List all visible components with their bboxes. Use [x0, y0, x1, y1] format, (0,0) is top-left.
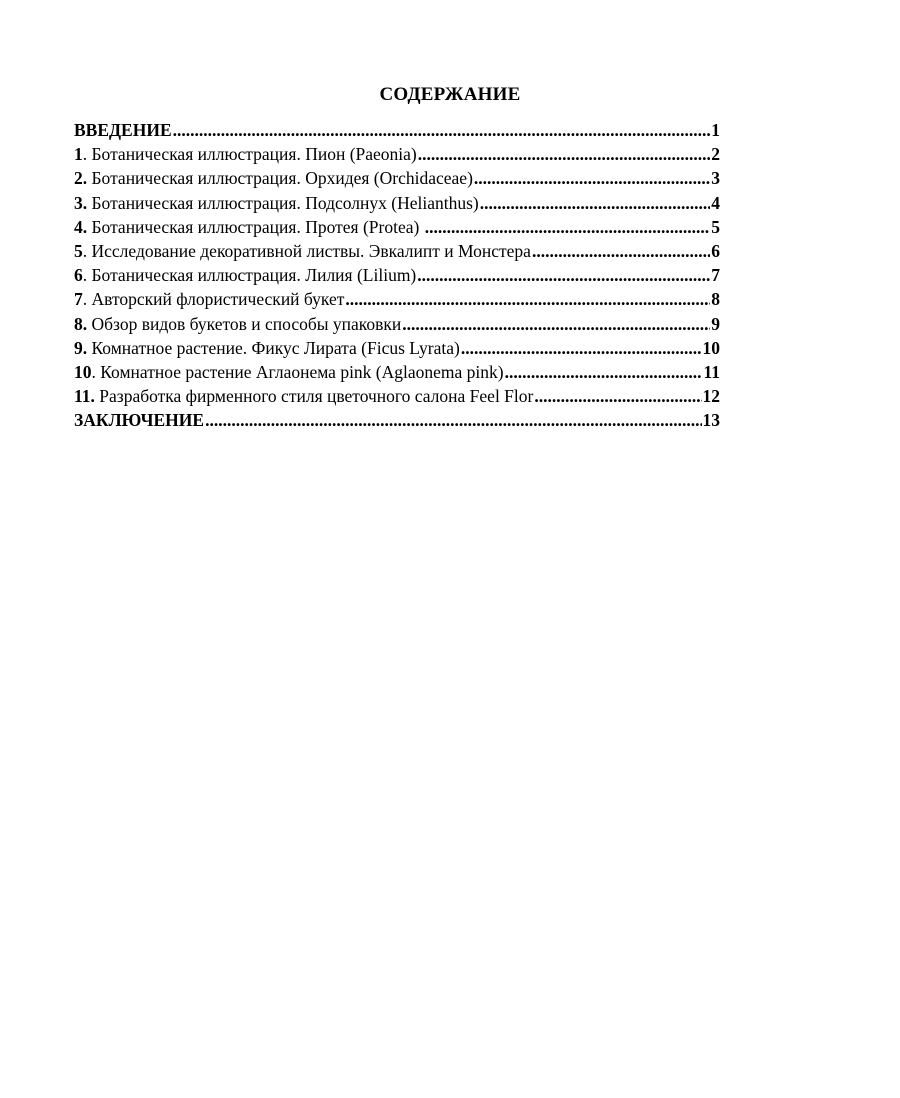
toc-entry-label: Исследование декоративной листвы. Эвкалипт и Монстера — [91, 240, 531, 261]
toc-page-number: 11 — [703, 361, 720, 382]
toc-leader-dots — [474, 166, 710, 190]
toc-entry-label: Авторский флористический букет — [91, 289, 345, 310]
toc-leader-dots — [532, 239, 710, 263]
toc-entry-heading — [74, 263, 416, 287]
toc-page-number: 2 — [711, 144, 720, 165]
toc-page-number: 5 — [711, 216, 720, 237]
toc-leader-dots — [480, 191, 711, 215]
toc-entry — [74, 408, 720, 432]
toc-page-number: 1 — [711, 120, 720, 140]
toc-entry-separator: . — [82, 240, 92, 261]
toc-entry-heading — [74, 408, 204, 432]
toc-entry-separator: . — [82, 265, 92, 286]
toc-entry-separator: . — [82, 289, 92, 310]
toc-entry-number: 3. — [74, 192, 88, 213]
toc-entry-heading — [74, 239, 531, 263]
toc-entry-separator: . — [91, 361, 101, 382]
toc-page-number: 8 — [711, 289, 720, 310]
table-of-contents — [74, 118, 720, 432]
toc-entry — [74, 360, 720, 384]
toc-entry — [74, 166, 720, 190]
toc-entry-number: 6 — [74, 265, 83, 286]
toc-entry — [74, 336, 720, 360]
toc-entry-label: ЗАКЛЮЧЕНИЕ — [74, 410, 205, 431]
toc-page-number: 10 — [702, 337, 720, 358]
page-title: СОДЕРЖАНИЕ — [379, 84, 521, 105]
toc-entry-label: Ботаническая иллюстрация. Протея (Protea) — [91, 216, 424, 237]
toc-page-number: 3 — [711, 168, 720, 189]
toc-entry-number: 11. — [74, 386, 95, 407]
toc-leader-dots — [505, 360, 703, 384]
toc-page-number: 13 — [702, 410, 720, 431]
toc-entry-number: 8. — [74, 313, 88, 334]
toc-entry-heading — [74, 118, 172, 142]
toc-leader-dots — [345, 287, 710, 311]
toc-page-number: 6 — [711, 240, 720, 261]
toc-leader-dots — [402, 312, 710, 336]
toc-leader-dots — [205, 408, 701, 432]
toc-page-number: 4 — [711, 192, 720, 213]
toc-entry — [74, 312, 720, 336]
toc-entry-heading — [74, 287, 344, 311]
toc-leader-dots — [534, 384, 701, 408]
toc-entry-label: Комнатное растение Аглаонема pink (Aglaonema pink) — [100, 361, 504, 382]
toc-leader-dots — [417, 263, 710, 287]
toc-leader-dots — [461, 336, 702, 360]
toc-entry-number: 4. — [74, 216, 88, 237]
toc-entry — [74, 239, 720, 263]
toc-entry — [74, 384, 720, 408]
toc-leader-dots — [418, 142, 710, 166]
toc-entry-number: 7 — [74, 289, 83, 310]
toc-entry-label: Ботаническая иллюстрация. Орхидея (Orchidaceae) — [91, 168, 473, 189]
toc-entry-label: Ботаническая иллюстрация. Подсолнух (Helianthus) — [91, 192, 479, 213]
toc-entry-number: 2. — [74, 168, 88, 189]
toc-leader-dots — [425, 215, 711, 239]
toc-entry — [74, 118, 720, 142]
toc-entry-label: Комнатное растение. Фикус Лирата (Ficus Lyrata) — [91, 337, 460, 358]
toc-entry-number: 1 — [74, 144, 83, 165]
toc-entry-heading — [74, 215, 424, 239]
toc-entry-label: Обзор видов букетов и способы упаковки — [91, 313, 402, 334]
toc-entry — [74, 263, 720, 287]
toc-entry — [74, 142, 720, 166]
toc-entry-separator: . — [82, 144, 92, 165]
toc-entry-heading — [74, 166, 473, 190]
toc-entry-heading — [74, 336, 460, 360]
toc-entry — [74, 191, 720, 215]
toc-entry-heading — [74, 360, 504, 384]
toc-leader-dots — [173, 118, 711, 142]
toc-entry — [74, 215, 720, 239]
toc-entry-number: 10 — [74, 361, 92, 382]
toc-entry-number: 5 — [74, 240, 83, 261]
toc-entry-label: ВВЕДЕНИЕ — [74, 120, 172, 140]
toc-entry-heading — [74, 142, 417, 166]
toc-entry-number: 9. — [74, 337, 88, 358]
toc-entry-heading — [74, 312, 401, 336]
toc-page-number: 7 — [711, 265, 720, 286]
toc-entry-heading — [74, 384, 533, 408]
toc-entry — [74, 287, 720, 311]
toc-entry-heading — [74, 191, 479, 215]
toc-page-number: 9 — [711, 313, 720, 334]
toc-entry-label: Ботаническая иллюстрация. Пион (Paeonia) — [91, 144, 417, 165]
toc-entry-label: Разработка фирменного стиля цветочного салона Feel Flor — [99, 386, 534, 407]
toc-page-number: 12 — [702, 386, 720, 407]
toc-entry-label: Ботаническая иллюстрация. Лилия (Lilium) — [91, 265, 417, 286]
